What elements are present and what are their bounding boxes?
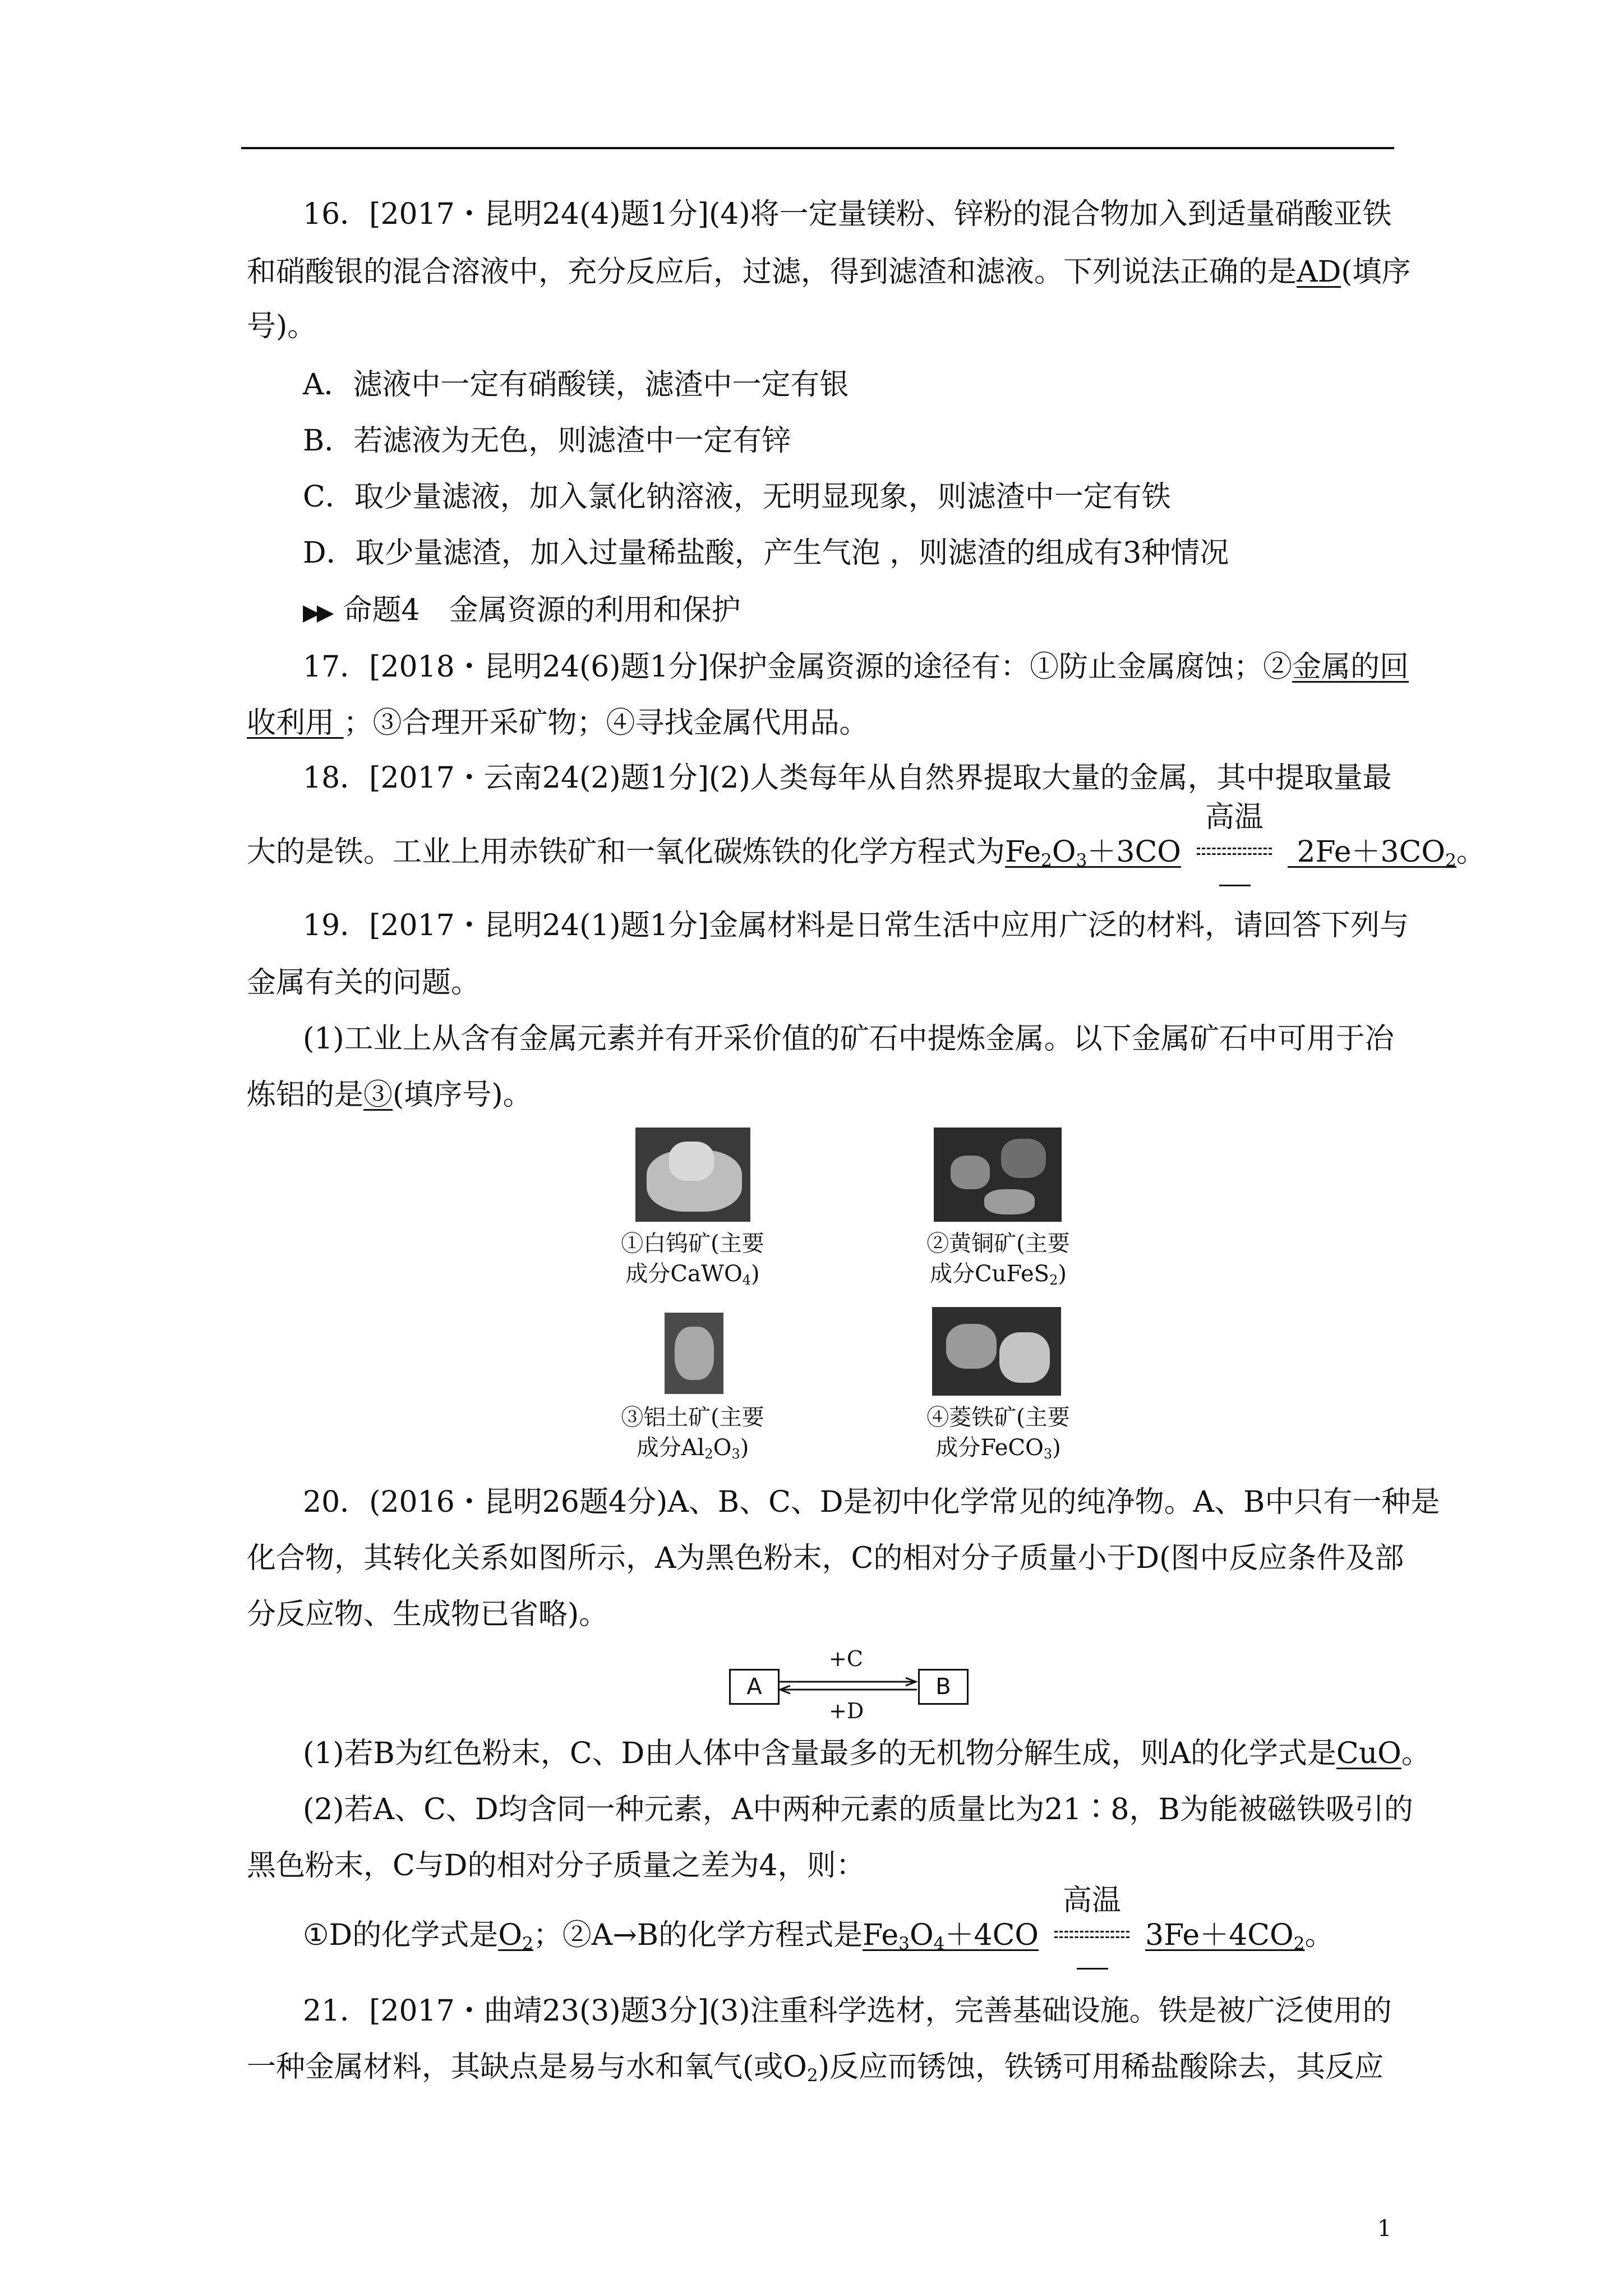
q16-line2: 和硝酸银的混合溶液中，充分反应后，过滤，得到滤渣和滤液。下列说法正确的是AD(填序 xyxy=(247,255,1411,289)
caption-siderite: ④菱铁矿(主要 成分FeCO$_3$) xyxy=(926,1405,1070,1462)
q16-answer: AD xyxy=(1297,255,1341,289)
page-number: 1 xyxy=(1377,2216,1392,2242)
q19-answer: ③ xyxy=(363,1078,393,1112)
siderite-image xyxy=(932,1307,1061,1396)
q18-line2: 大的是铁。工业上用赤铁矿和一氧化碳炼铁的化学方程式为$Fe_2O_3+3CO$ 高温 $2Fe+3CO_2$。 xyxy=(247,834,1486,878)
q16-option-c: C．取少量滤液，加入氯化钠溶液，无明显现象，则滤渣中一定有铁 xyxy=(303,480,1171,514)
diagram-arrows xyxy=(778,1677,918,1694)
q19-line1: 19．[2017・昆明24(1)题1分]金属材料是日常生活中应用广泛的材料，请回答下列与 xyxy=(303,909,1409,942)
q20-sub2-line2: 黑色粉末，C与D的相对分子质量之差为4，则： xyxy=(247,1849,865,1883)
q16-line3: 号)。 xyxy=(247,310,317,343)
double-arrow-icon: ▶▶ xyxy=(303,600,331,625)
diagram-top-label: +C xyxy=(829,1646,863,1671)
q18-equation-lhs: $Fe_2O_3+3CO$ xyxy=(1005,835,1181,871)
tungsten-ore-image xyxy=(635,1128,750,1222)
high-temp-condition: 高温 xyxy=(1192,834,1276,870)
caption-bauxite: ③铝土矿(主要 成分$Al_2O_3$) xyxy=(621,1405,764,1462)
q20-line1: 20．(2016・昆明26题4分)A、B、C、D是初中化学常见的纯净物。A、B中只有一种是 xyxy=(303,1485,1440,1519)
chalcopyrite-image xyxy=(934,1128,1062,1222)
q20-sub3: ①D的化学式是$O_2$；②A→B的化学方程式是$Fe_3O_4+4CO$ 高温 $3Fe+4CO_2$。 xyxy=(303,1917,1334,1962)
q20-equation-lhs: $Fe_3O_4+4CO$ xyxy=(863,1918,1039,1954)
q19-sub1-line1: (1)工业上从含有金属元素并有开采价值的矿石中提炼金属。以下金属矿石中可用于冶 xyxy=(303,1022,1394,1056)
q20-equation-rhs: $3Fe+4CO_2$ xyxy=(1145,1918,1305,1954)
q20-sub1-answer: CuO xyxy=(1336,1737,1401,1770)
caption-chalcopyrite: ②黄铜矿(主要 成分CuFeS$_2$) xyxy=(926,1231,1070,1288)
high-temp-condition: 高温 xyxy=(1050,1917,1134,1953)
q17-line1: 17．[2018・昆明24(6)题1分]保护金属资源的途径有：①防止金属腐蚀；②金属的回 xyxy=(303,650,1409,684)
q16-option-d: D．取少量滤渣，加入过量稀盐酸，产生气泡 ，则滤渣的组成有3种情况 xyxy=(303,536,1229,570)
bauxite-image xyxy=(665,1313,723,1394)
q18-line1: 18．[2017・云南24(2)题1分](2)人类每年从自然界提取大量的金属，其中提取量最 xyxy=(303,761,1392,795)
q19-line2: 金属有关的问题。 xyxy=(247,966,481,1000)
q17-answer-a: 金属的回 xyxy=(1292,650,1409,684)
q20-line2: 化合物，其转化关系如图所示，A为黑色粉末，C的相对分子质量小于D(图中反应条件及部 xyxy=(247,1542,1404,1575)
section-heading: ▶▶ 命题4 金属资源的利用和保护 xyxy=(303,593,741,627)
diagram-box-a: A xyxy=(729,1669,780,1705)
q20-d-answer: $O_2$ xyxy=(498,1918,533,1954)
q20-sub1: (1)若B为红色粉末，C、D由人体中含量最多的无机物分解生成，则A的化学式是CuO。 xyxy=(303,1737,1431,1770)
q16-line1: 16．[2017・昆明24(4)题1分](4)将一定量镁粉、锌粉的混合物加入到适量硝酸亚铁 xyxy=(303,197,1392,231)
caption-tungsten-ore: ①白钨矿(主要 成分CaWO$_4$) xyxy=(621,1231,764,1288)
q19-sub1-line2: 炼铝的是③(填序号)。 xyxy=(247,1078,532,1112)
q21-line1: 21．[2017・曲靖23(3)题3分](3)注重科学选材，完善基础设施。铁是被广泛使用的 xyxy=(303,1994,1392,2028)
q17-line2: 收利用 ；③合理开采矿物；④寻找金属代用品。 xyxy=(247,706,869,740)
diagram-box-b: B xyxy=(918,1669,969,1705)
q20-sub2-line1: (2)若A、C、D均含同一种元素，A中两种元素的质量比为21∶8，B为能被磁铁吸引的 xyxy=(303,1793,1413,1826)
q18-equation-rhs: $2Fe+3CO_2$ xyxy=(1287,835,1456,871)
q16-option-a: A．滤液中一定有硝酸镁，滤渣中一定有银 xyxy=(303,368,849,402)
header-rule xyxy=(241,147,1394,149)
diagram-bottom-label: +D xyxy=(829,1699,864,1723)
q21-line2: 一种金属材料，其缺点是易与水和氧气(或$O_2$)反应而锈蚀，铁锈可用稀盐酸除去，其反应 xyxy=(247,2050,1384,2086)
q17-answer-b: 收利用 xyxy=(247,706,335,740)
q20-line3: 分反应物、生成物已省略)。 xyxy=(247,1598,608,1631)
q16-option-b: B．若滤液为无色，则滤渣中一定有锌 xyxy=(303,424,791,458)
